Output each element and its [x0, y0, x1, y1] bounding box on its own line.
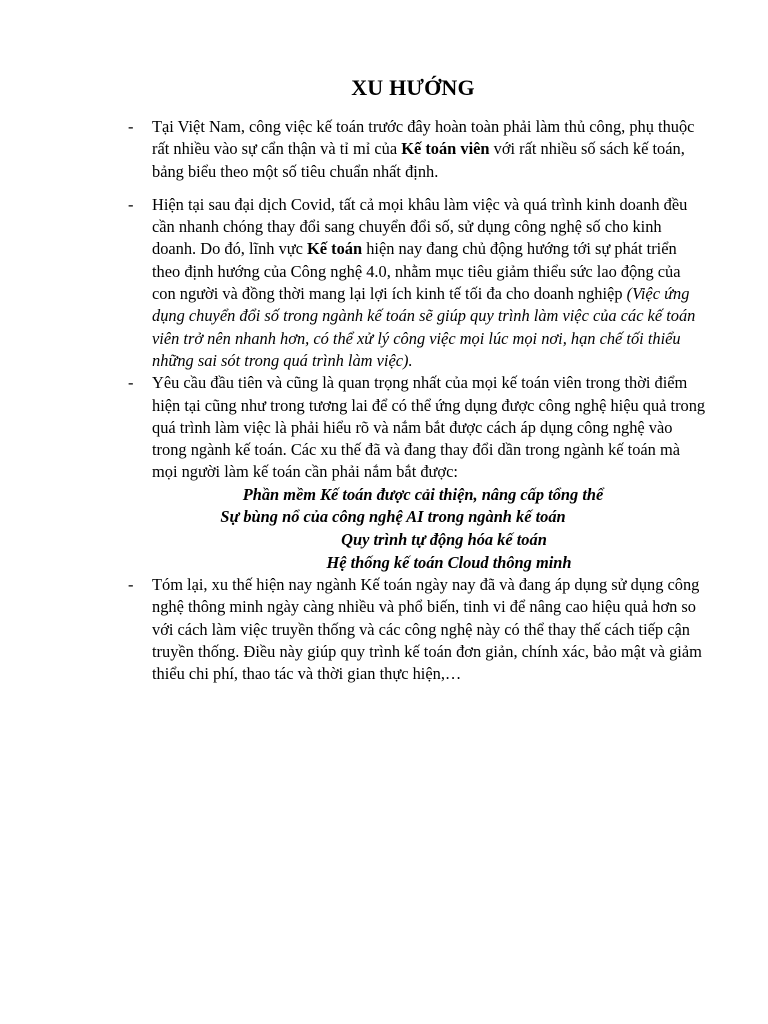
trend-item-2: Sự bùng nổ của công nghệ AI trong ngành kế toán — [220, 507, 566, 527]
paragraph-1-text-start: Tại Việt Nam, công việc kế toán trước đây hoàn toàn phải làm thủ công, phụ thuộc rất nhiều vào sự cẩn thận và tỉ mỉ của — [152, 117, 695, 159]
document-title: XU HƯỚNG — [351, 75, 475, 100]
trend-item-1: Phần mềm Kế toán được cải thiện, nâng cấp tổng thể — [242, 484, 604, 504]
paragraph-1 — [152, 116, 708, 183]
paragraph-2-italic-note: (Việc ứng dụng chuyển đổi số trong ngành kế toán sẽ giúp quy trình làm việc của các kế toán viên trở nên nhanh hơn, có thể xử lý công việc mọi lúc mọi nơi, hạn chế tối thiểu những sai sót trong quá trình làm việc). — [152, 284, 696, 370]
bullet-item-4 — [128, 574, 708, 685]
paragraph-2 — [152, 194, 708, 372]
bullet-item-3 — [128, 372, 708, 483]
paragraph-1-text-end: với rất nhiều số sách kế toán, bảng biểu theo một số tiêu chuẩn nhất định. — [152, 139, 685, 181]
bullet-item-2 — [128, 194, 708, 372]
bullet-dash: - — [128, 117, 134, 136]
bullet-list — [128, 116, 708, 686]
trend-item-4: Hệ thống kế toán Cloud thông minh — [326, 552, 572, 572]
bullet-dash: - — [128, 194, 134, 214]
bullet-dash: - — [128, 373, 134, 393]
bullet-dash: - — [128, 575, 134, 595]
paragraph-2-bold-term: Kế toán — [307, 239, 363, 259]
paragraph-1-bold-term: Kế toán viên — [401, 139, 490, 159]
trend-item-3: Quy trình tự động hóa kế toán — [341, 529, 547, 549]
paragraph-3: Yêu cầu đầu tiên và cũng là quan trọng nhất của mọi kế toán viên trong thời điểm hiện tại cũng như trong tương lai để có thể ứng dụng được công nghệ hiệu quả trong quá trình làm việc là phải hiểu rõ và nắm bắt được cách áp dụng công nghệ vào trong ngành kế toán. Các xu thế đã và đang thay đổi dần trong ngành kế toán mà mọi người làm kế toán cần phải nắm bắt được: — [152, 373, 706, 482]
paragraph-2-text-start: Hiện tại sau đại dịch Covid, tất cả mọi khâu làm việc và quá trình kinh doanh đều cần nhanh chóng thay đổi sang chuyển đổi số, sử dụng công nghệ số cho kinh doanh. Do đó, lĩnh vực — [152, 194, 688, 259]
paragraph-2-text-middle: hiện nay đang chủ động hướng tới sự phát triển theo định hướng của Công nghệ 4.0, nhằm mục tiêu giảm thiểu sức lao động của con người và đồng thời mang lại lợi ích kinh tế tối đa cho doanh nghiệp — [152, 239, 681, 304]
trend-list — [128, 484, 708, 574]
bullet-item-1 — [128, 116, 708, 183]
paragraph-4: Tóm lại, xu thế hiện nay ngành Kế toán ngày nay đã và đang áp dụng sử dụng công nghệ thông minh ngày càng nhiều và phổ biến, tinh vi để nâng cao hiệu quả hơn so với cách làm việc truyền thống và các công nghệ này có thể thay thế cách tiếp cận truyền thống. Điều này giúp quy trình kế toán đơn giản, chính xác, bảo mật và giảm thiểu chi phí, thao tác và thời gian thực hiện,… — [152, 575, 702, 684]
